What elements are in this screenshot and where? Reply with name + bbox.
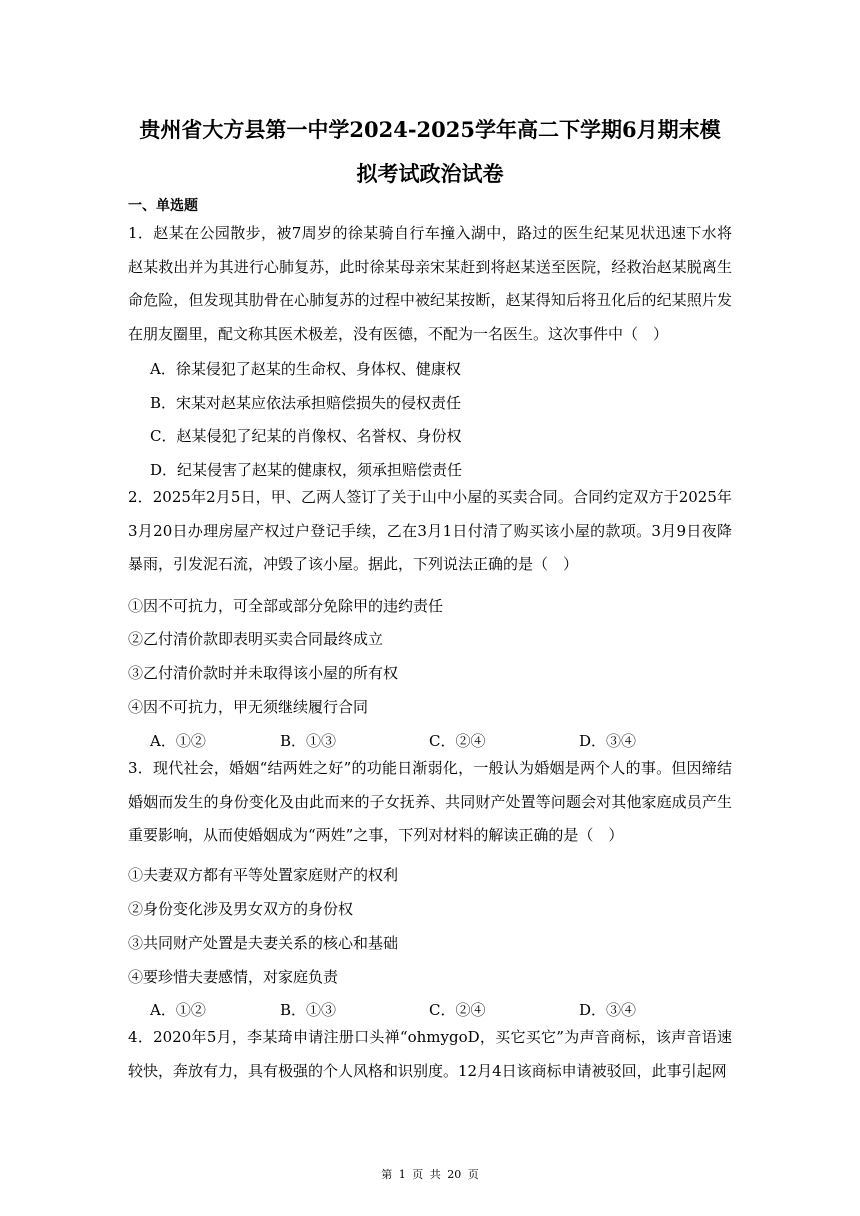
question-2-item-1: ①因不可抗力，可全部或部分免除甲的违约责任 <box>128 597 444 615</box>
question-2-choice-a: A．①② <box>150 732 206 750</box>
question-3-item-4: ④要珍惜夫妻感情，对家庭负责 <box>128 968 339 986</box>
question-2-choice-b: B．①③ <box>280 732 337 750</box>
question-3-choice-a: A．①② <box>150 1001 206 1019</box>
question-1-option-c: C．赵某侵犯了纪某的肖像权、名誉权、身份权 <box>150 427 462 445</box>
question-2-choice-c: C．②④ <box>429 732 486 750</box>
page-footer: 第 1 页 共 20 页 <box>381 1168 479 1181</box>
question-2-choice-d: D．③④ <box>579 732 637 750</box>
question-1-option-b: B．宋某对赵某应依法承担赔偿损失的侵权责任 <box>150 394 462 412</box>
exam-title-line-1: 贵州省大方县第一中学2024-2025学年高二下学期6月期末模 <box>139 117 721 142</box>
question-3-stem: 3．现代社会，婚姻“结两姓之好”的功能日渐弱化，一般认为婚姻是两个人的事。但因缔结婚姻而发生的身份变化及由此而来的子女抚养、共同财产处置等问题会对其他家庭成员产生重要影响，从而使婚姻成为“两姓”之事，下列对材料的解读正确的是（ ） <box>128 759 732 844</box>
question-3-item-1: ①夫妻双方都有平等处置家庭财产的权利 <box>128 866 399 884</box>
question-2-stem: 2．2025年2月5日，甲、乙两人签订了关于山中小屋的买卖合同。合同约定双方于2025年3月20日办理房屋产权过户登记手续，乙在3月1日付清了购买该小屋的款项。3月9日夜降暴雨，引发泥石流，冲毁了该小屋。据此，下列说法正确的是（ ） <box>128 488 732 573</box>
question-2-item-4: ④因不可抗力，甲无须继续履行合同 <box>128 698 369 716</box>
question-1-stem: 1．赵某在公园散步，被7周岁的徐某骑自行车撞入湖中，路过的医生纪某见状迅速下水将赵某救出并为其进行心肺复苏，此时徐某母亲宋某赶到将赵某送至医院，经救治赵某脱离生命危险，但发现其肋骨在心肺复苏的过程中被纪某按断，赵某得知后将丑化后的纪某照片发在朋友圈里，配文称其医术极差，没有医德，不配为一名医生。这次事件中（ ） <box>128 224 732 343</box>
exam-title-line-2: 拟考试政治试卷 <box>356 161 504 186</box>
question-1-option-d: D．纪某侵害了赵某的健康权，须承担赔偿责任 <box>150 461 463 479</box>
question-3-item-2: ②身份变化涉及男女双方的身份权 <box>128 900 354 918</box>
question-3-choice-b: B．①③ <box>280 1001 337 1019</box>
question-4-stem: 4．2020年5月，李某琦申请注册口头禅“ohmygoD，买它买它”为声音商标，该声音语速较快，奔放有力，具有极强的个人风格和识别度。12月4日该商标申请被驳回，此事引起网 <box>128 1028 732 1080</box>
question-3-item-3: ③共同财产处置是夫妻关系的核心和基础 <box>128 934 399 952</box>
question-2-item-2: ②乙付清价款即表明买卖合同最终成立 <box>128 630 384 648</box>
question-3-choice-d: D．③④ <box>579 1001 637 1019</box>
question-3-choice-c: C．②④ <box>429 1001 486 1019</box>
section-heading: 一、单选题 <box>128 198 198 214</box>
question-1-option-a: A．徐某侵犯了赵某的生命权、身体权、健康权 <box>150 360 461 378</box>
question-2-item-3: ③乙付清价款时并未取得该小屋的所有权 <box>128 664 399 682</box>
